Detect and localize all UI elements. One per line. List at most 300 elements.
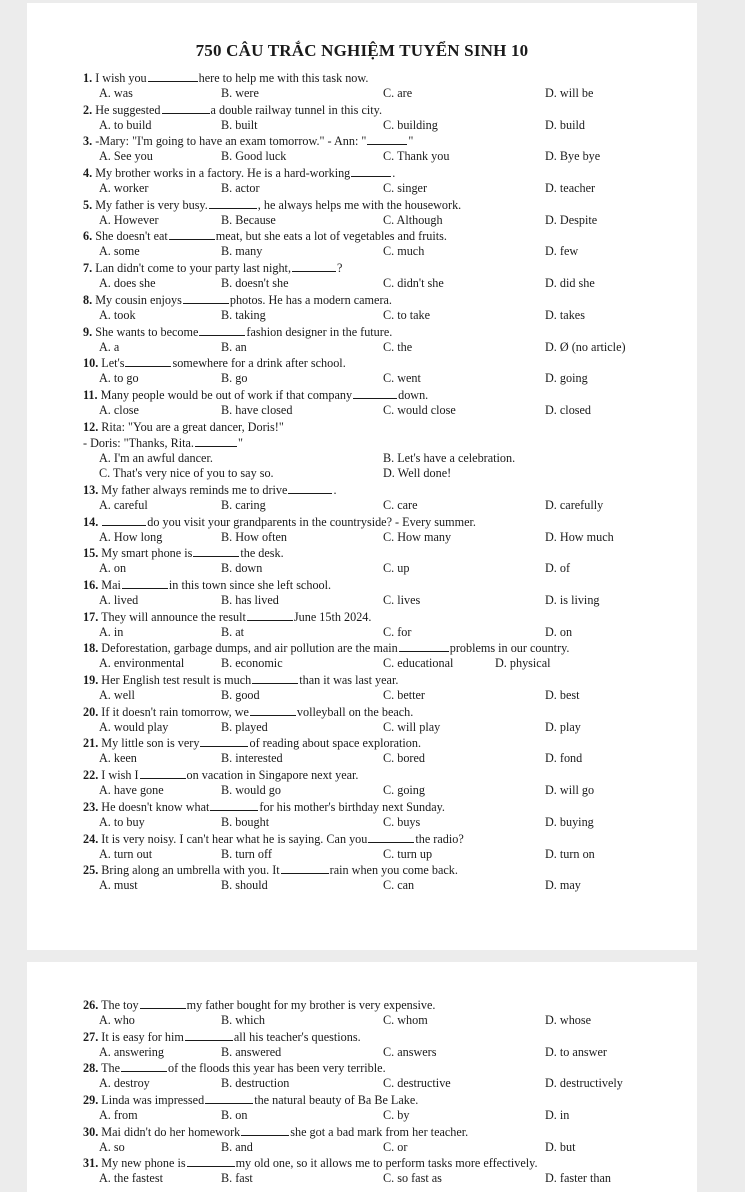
- answer-option: B. were: [221, 86, 259, 100]
- question-stem: [83, 735, 683, 751]
- answer-option: B. bought: [221, 814, 270, 829]
- question-text-after: for his mother's birthday next Sunday.: [259, 799, 445, 814]
- answer-option: A. from: [99, 1108, 138, 1123]
- answer-option: A. the fastest: [99, 1171, 163, 1186]
- question-number: 2.: [83, 102, 93, 117]
- question-item: [83, 1060, 683, 1092]
- answer-option: A. on: [99, 561, 127, 576]
- question-text-after: the natural beauty of Ba Be Lake.: [254, 1093, 419, 1108]
- question-stem: [83, 70, 683, 86]
- question-stem: [83, 419, 683, 435]
- answer-option: D. few: [545, 244, 579, 259]
- answer-option: B. many: [221, 244, 263, 259]
- question-list: [83, 70, 683, 894]
- answer-options: [83, 371, 683, 387]
- question-number: 20.: [83, 704, 99, 719]
- page-title: 750 CÂU TRẮC NGHIỆM TUYỂN SINH 10: [195, 41, 529, 60]
- answer-option: B. go: [221, 371, 248, 386]
- answer-option: C. better: [383, 688, 425, 703]
- answer-option: A. must: [99, 878, 138, 893]
- answer-option: B. actor: [221, 181, 260, 196]
- answer-option: A. who: [99, 1013, 135, 1027]
- question-number: 13.: [83, 482, 99, 497]
- answer-option: D. carefully: [545, 497, 604, 512]
- question-text-before: Mai: [101, 578, 121, 592]
- answer-option: D. going: [545, 371, 588, 386]
- question-number: 27.: [83, 1029, 99, 1044]
- question-text-after: of reading about space exploration.: [249, 736, 422, 751]
- question-number: 30.: [83, 1124, 99, 1139]
- answer-option: B. economic: [221, 656, 283, 671]
- question-item: [83, 862, 683, 894]
- question-text-before: My cousin enjoys: [95, 292, 182, 307]
- answer-blank: [199, 324, 245, 336]
- answer-option: A. I'm an awful dancer.: [99, 450, 213, 465]
- answer-options: [83, 847, 683, 863]
- answer-options: [83, 308, 683, 324]
- question-stem: [83, 514, 683, 530]
- question-text-after: photos. He has a modern camera.: [229, 292, 392, 307]
- question-number: 8.: [83, 292, 93, 307]
- answer-option: C. didn't she: [383, 276, 444, 291]
- answer-option: B. down: [221, 561, 263, 576]
- answer-option: A. in: [99, 624, 124, 639]
- question-stem: [83, 704, 683, 720]
- question-number: 22.: [83, 768, 99, 783]
- question-item: [83, 1092, 683, 1124]
- question-text-before: It is very noisy. I can't hear what he is saying. Can you: [101, 831, 368, 846]
- question-text-before: She wants to become: [95, 324, 199, 339]
- question-item: [83, 1155, 683, 1187]
- answer-blank: [140, 997, 186, 1009]
- answer-options: [83, 656, 683, 672]
- answer-option: B. would go: [221, 783, 281, 798]
- answer-option: D. to answer: [545, 1044, 607, 1059]
- question-stem: [83, 799, 683, 815]
- question-stem: [83, 577, 683, 593]
- question-number: 24.: [83, 831, 99, 846]
- answer-blank: [125, 355, 171, 367]
- answer-option: A. to build: [99, 117, 152, 132]
- answer-option: A. turn out: [99, 846, 153, 861]
- answer-option: C. That's very nice of you to say so.: [99, 466, 274, 481]
- question-text-before: If it doesn't rain tomorrow, we: [101, 704, 249, 719]
- question-stem: [83, 609, 683, 625]
- answer-options: [83, 878, 683, 894]
- question-item: [83, 514, 683, 546]
- answer-blank: [200, 735, 248, 747]
- answer-option: D. whose: [545, 1013, 592, 1027]
- answer-option: B. played: [221, 719, 268, 734]
- answer-option: A. does she: [99, 276, 156, 291]
- answer-option: C. Although: [383, 212, 443, 227]
- question-number: 29.: [83, 1093, 99, 1108]
- question-item: [83, 292, 683, 324]
- question-item: [83, 165, 683, 197]
- question-number: 4.: [83, 166, 93, 181]
- answer-option: C. destructive: [383, 1076, 451, 1091]
- question-text-after: June 15th 2024.: [293, 609, 372, 624]
- answer-option: D. How much: [545, 529, 614, 544]
- answer-option: B. taking: [221, 307, 266, 322]
- question-number: 10.: [83, 356, 99, 371]
- answer-option: D. physical: [495, 656, 551, 671]
- answer-option: C. for: [383, 624, 412, 639]
- answer-blank: [193, 545, 239, 557]
- question-text-after: on vacation in Singapore next year.: [186, 768, 359, 783]
- answer-options: [83, 1171, 683, 1187]
- question-text-before: Lan didn't come to your party last night,: [95, 261, 291, 276]
- answer-option: C. by: [383, 1108, 410, 1123]
- question-text-after: , he always helps me with the housework.: [257, 197, 462, 212]
- answer-options: [83, 181, 683, 197]
- question-text-before: She doesn't eat: [95, 229, 168, 244]
- question-stem: [83, 767, 683, 783]
- question-stem: [83, 165, 683, 181]
- answer-option: D. in: [545, 1108, 570, 1123]
- question-stem: [83, 1092, 683, 1108]
- answer-option: A. some: [99, 244, 140, 259]
- question-text-after: than it was last year.: [299, 673, 399, 688]
- answer-option: D. will be: [545, 86, 594, 100]
- answer-option: B. built: [221, 117, 258, 132]
- answer-option: A. to buy: [99, 814, 145, 829]
- answer-options: [83, 688, 683, 704]
- answer-option: A. environmental: [99, 656, 185, 671]
- question-item: [83, 260, 683, 292]
- answer-option: B. Because: [221, 212, 276, 227]
- answer-options: [83, 86, 683, 102]
- answer-options: [83, 815, 683, 831]
- answer-options: [83, 244, 683, 260]
- question-number: 1.: [83, 71, 93, 85]
- question-text-before: -Mary: "I'm going to have an exam tomorrow." - Ann: ": [95, 134, 367, 149]
- question-number: 6.: [83, 229, 93, 244]
- question-stem: [83, 997, 683, 1013]
- answer-blank: [292, 260, 336, 272]
- answer-options: [83, 783, 683, 799]
- question-item: [83, 482, 683, 514]
- answer-option: D. faster than: [545, 1171, 611, 1186]
- question-text-after: volleyball on the beach.: [296, 704, 414, 719]
- answer-option: A. would play: [99, 719, 169, 734]
- answer-option: C. building: [383, 117, 438, 132]
- question-item: [83, 1124, 683, 1156]
- answer-options: [83, 149, 683, 165]
- question-stem: [83, 228, 683, 244]
- answer-blank: [140, 767, 186, 779]
- answer-blank: [367, 133, 407, 145]
- question-text-after: fashion designer in the future.: [246, 324, 393, 339]
- answer-option: C. turn up: [383, 846, 433, 861]
- question-text-before: The: [101, 1061, 121, 1076]
- answer-option: B. have closed: [221, 402, 293, 417]
- answer-option: B. should: [221, 878, 268, 893]
- question-text-after: the radio?: [415, 831, 464, 846]
- answer-option: C. can: [383, 878, 415, 893]
- question-text-before: My smart phone is: [101, 546, 193, 561]
- question-number: 14.: [83, 514, 99, 529]
- answer-blank: [281, 862, 329, 874]
- answer-option: C. lives: [383, 593, 421, 607]
- question-stem: [83, 324, 683, 340]
- question-number: 11.: [83, 387, 98, 402]
- question-item: [83, 133, 683, 165]
- answer-option: C. so fast as: [383, 1171, 442, 1186]
- answer-options: [83, 720, 683, 736]
- answer-option: B. interested: [221, 751, 283, 766]
- question-text-before: - Doris: "Thanks, Rita.: [83, 435, 194, 450]
- answer-blank: [210, 799, 258, 811]
- answer-options: [83, 276, 683, 292]
- answer-option: D. is living: [545, 593, 600, 607]
- answer-option: D. Despite: [545, 212, 598, 227]
- answer-option: D. Well done!: [383, 466, 452, 481]
- question-text-before: I wish you: [95, 71, 147, 85]
- question-stem: [83, 1124, 683, 1140]
- answer-blank: [353, 387, 397, 399]
- answer-option: B. an: [221, 339, 247, 354]
- question-text-before: I wish I: [101, 768, 139, 783]
- answer-blank: [187, 1155, 235, 1167]
- question-stem: [83, 1155, 683, 1171]
- question-text-before: Mai didn't do her homework: [101, 1124, 241, 1139]
- question-item: [83, 197, 683, 229]
- question-text-before: Deforestation, garbage dumps, and air pollution are the main: [101, 641, 398, 656]
- answer-option: C. or: [383, 1139, 408, 1154]
- question-text-before: He doesn't know what: [101, 799, 210, 814]
- answer-option: C. bored: [383, 751, 425, 766]
- answer-option: A. However: [99, 212, 159, 227]
- answer-option: D. closed: [545, 402, 592, 417]
- answer-option: D. Bye bye: [545, 149, 601, 164]
- answer-option: A. keen: [99, 751, 137, 766]
- question-text-after: problems in our country.: [449, 641, 570, 656]
- answer-option: C. will play: [383, 719, 441, 734]
- question-text-before: Her English test result is much: [101, 673, 252, 688]
- answer-option: C. going: [383, 783, 425, 798]
- answer-options: [83, 1013, 683, 1029]
- answer-option: B. and: [221, 1139, 253, 1154]
- question-text-after: in this town since she left school.: [168, 578, 332, 592]
- answer-options: [83, 530, 683, 546]
- question-number: 23.: [83, 799, 99, 814]
- question-text-after: of the floods this year has been very terrible.: [168, 1061, 386, 1076]
- question-item: [83, 102, 683, 134]
- question-text-after: meat, but she eats a lot of vegetables and fruits.: [215, 229, 447, 244]
- answer-blank: [288, 482, 332, 494]
- answer-blank: [183, 292, 229, 304]
- answer-option: D. may: [545, 878, 581, 893]
- answer-option: D. build: [545, 117, 585, 132]
- answer-option: D. turn on: [545, 846, 595, 861]
- answer-blank: [205, 1092, 253, 1104]
- question-text-before: My father is very busy.: [95, 197, 208, 212]
- answer-blank: [122, 577, 168, 589]
- answer-option: B. turn off: [221, 846, 272, 861]
- answer-option: C. educational: [383, 656, 454, 671]
- question-text-before: My new phone is: [101, 1156, 186, 1171]
- answer-option: D. teacher: [545, 181, 596, 196]
- answer-options: [83, 118, 683, 134]
- question-item: [83, 672, 683, 704]
- question-text-before: Rita: "You are a great dancer, Doris!": [101, 419, 284, 434]
- question-stem: [83, 1060, 683, 1076]
- answer-options: [83, 751, 683, 767]
- answer-blank: [241, 1124, 289, 1136]
- question-stem: [83, 545, 683, 561]
- question-text-after: rain when you come back.: [329, 863, 458, 878]
- answer-option: A. took: [99, 307, 136, 322]
- question-item: [83, 704, 683, 736]
- answer-options: [83, 466, 683, 482]
- answer-blank: [102, 514, 146, 526]
- question-number: 18.: [83, 641, 99, 656]
- answer-blank: [148, 70, 198, 82]
- question-stem: [83, 102, 683, 118]
- answer-option: C. buys: [383, 814, 421, 829]
- question-number: 3.: [83, 134, 93, 149]
- answer-option: A. answering: [99, 1044, 164, 1059]
- question-stem: [83, 831, 683, 847]
- question-stem: [83, 260, 683, 276]
- question-number: 26.: [83, 998, 99, 1012]
- question-number: 17.: [83, 609, 99, 624]
- answer-option: D. of: [545, 561, 571, 576]
- question-stem: [83, 133, 683, 149]
- answer-option: A. so: [99, 1139, 125, 1154]
- question-item: [83, 70, 683, 102]
- question-item: [83, 355, 683, 387]
- answer-option: A. worker: [99, 181, 149, 196]
- question-stem: [83, 862, 683, 878]
- question-text-before: My little son is very: [101, 736, 200, 751]
- question-text-after: the desk.: [240, 546, 284, 561]
- question-text-after: ": [408, 134, 414, 149]
- answer-blank: [121, 1060, 167, 1072]
- question-item: [83, 419, 683, 482]
- answer-option: D. but: [545, 1139, 576, 1154]
- answer-blank: [250, 704, 296, 716]
- answer-option: B. on: [221, 1108, 248, 1123]
- answer-blank: [162, 102, 210, 114]
- question-number: 21.: [83, 736, 99, 751]
- answer-option: C. much: [383, 244, 425, 259]
- answer-option: A. How long: [99, 529, 163, 544]
- answer-option: A. destroy: [99, 1076, 150, 1091]
- question-number: 19.: [83, 673, 99, 688]
- answer-option: D. did she: [545, 276, 595, 291]
- answer-option: D. fond: [545, 751, 583, 766]
- answer-option: D. best: [545, 688, 580, 703]
- answer-option: D. on: [545, 624, 573, 639]
- answer-option: A. close: [99, 402, 139, 417]
- question-item: [83, 767, 683, 799]
- question-item: [83, 577, 683, 609]
- answer-option: B. has lived: [221, 593, 279, 607]
- question-item: [83, 324, 683, 356]
- answer-options: [83, 451, 683, 467]
- answer-option: B. good: [221, 688, 260, 703]
- answer-option: A. a: [99, 339, 120, 354]
- question-item: [83, 228, 683, 260]
- answer-options: [83, 1140, 683, 1156]
- answer-option: A. lived: [99, 593, 139, 607]
- question-text-after: my father bought for my brother is very expensive.: [186, 998, 436, 1012]
- question-text-after: all his teacher's questions.: [233, 1029, 361, 1044]
- answer-option: D. Ø (no article): [545, 339, 626, 354]
- answer-option: B. fast: [221, 1171, 253, 1186]
- answer-option: C. Thank you: [383, 149, 450, 164]
- question-stem-line2: [83, 435, 683, 451]
- question-text-before: Linda was impressed: [101, 1093, 205, 1108]
- answer-option: B. caring: [221, 497, 266, 512]
- question-text-before: The toy: [101, 998, 139, 1012]
- question-text-before: Let's: [101, 356, 125, 371]
- answer-blank: [399, 640, 449, 652]
- question-text-before: He suggested: [95, 102, 161, 117]
- question-text-after: here to help me with this task now.: [198, 71, 369, 85]
- answer-option: D. will go: [545, 783, 595, 798]
- question-text-before: Bring along an umbrella with you. It: [101, 863, 280, 878]
- answer-blank: [169, 228, 215, 240]
- exam-page-1: [27, 3, 697, 950]
- answer-option: B. destruction: [221, 1076, 290, 1091]
- question-list: [83, 997, 683, 1187]
- answer-options: [83, 561, 683, 577]
- question-stem: [83, 355, 683, 371]
- question-number: 16.: [83, 578, 99, 592]
- answer-option: B. Good luck: [221, 149, 287, 164]
- answer-option: A. have gone: [99, 783, 164, 798]
- question-item: [83, 799, 683, 831]
- answer-option: C. to take: [383, 307, 431, 322]
- question-stem: [83, 197, 683, 213]
- question-stem: [83, 482, 683, 498]
- question-item: [83, 387, 683, 419]
- answer-option: D. play: [545, 719, 581, 734]
- answer-options: [83, 498, 683, 514]
- answer-blank: [368, 831, 414, 843]
- question-stem: [83, 387, 683, 403]
- answer-option: B. doesn't she: [221, 276, 289, 291]
- question-text-after: .: [333, 482, 337, 497]
- question-item: [83, 609, 683, 641]
- question-item: [83, 1029, 683, 1061]
- answer-option: C. went: [383, 371, 421, 386]
- question-number: 12.: [83, 419, 99, 434]
- question-number: 28.: [83, 1061, 99, 1076]
- answer-option: B. at: [221, 624, 245, 639]
- question-text-before: My father always reminds me to drive: [101, 482, 288, 497]
- question-item: [83, 545, 683, 577]
- answer-option: A. to go: [99, 371, 139, 386]
- question-item: [83, 735, 683, 767]
- question-text-after: ?: [337, 261, 343, 276]
- answer-options: [83, 213, 683, 229]
- question-stem: [83, 1029, 683, 1045]
- answer-option: A. See you: [99, 149, 153, 164]
- question-number: 9.: [83, 324, 93, 339]
- answer-option: D. destructively: [545, 1076, 623, 1091]
- answer-option: D. buying: [545, 814, 594, 829]
- question-text-after: ": [237, 435, 243, 450]
- question-item: [83, 640, 683, 672]
- answer-blank: [247, 609, 293, 621]
- question-number: 5.: [83, 197, 93, 212]
- answer-option: C. the: [383, 339, 413, 354]
- answer-option: C. care: [383, 497, 418, 512]
